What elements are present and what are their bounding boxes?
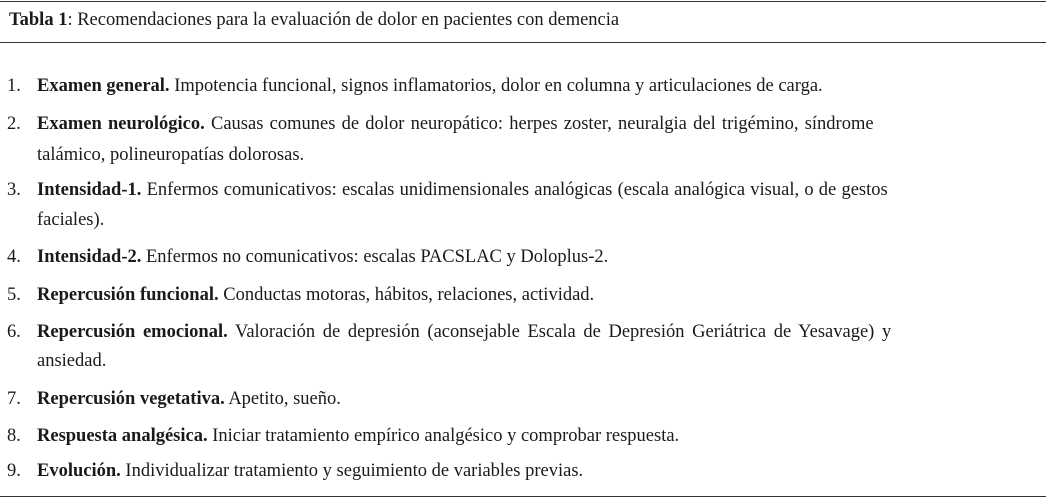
item-number: 5. (7, 285, 21, 305)
item-term: Repercusión emocional. (37, 322, 228, 342)
item-body (37, 176, 1040, 205)
item-number: 7. (7, 389, 21, 409)
item-number: 4. (7, 247, 21, 267)
item-term: Evolución. (37, 461, 121, 481)
item-number: 8. (7, 426, 21, 446)
item-body (37, 385, 1040, 414)
item-continuation: ansiedad. (37, 351, 107, 371)
item-number: 1. (7, 76, 21, 96)
item-continuation: faciales). (37, 210, 105, 230)
item-body (37, 243, 1040, 272)
item-term: Examen neurológico. (37, 114, 205, 134)
item-text: Impotencia funcional, signos inflamatorios, dolor en columna y articulaciones de carga. (169, 76, 823, 96)
item-body (37, 318, 1040, 347)
item-number: 2. (7, 114, 21, 134)
item-continuation: talámico, polineuropatías dolorosas. (37, 145, 305, 165)
item-term: Intensidad-2. (37, 247, 142, 267)
item-term: Repercusión funcional. (37, 285, 219, 305)
item-term: Respuesta analgésica. (37, 426, 208, 446)
caption-text: : Recomendaciones para la evaluación de dolor en pacientes con demencia (67, 10, 620, 30)
item-term: Examen general. (37, 76, 170, 96)
item-body (37, 457, 1040, 486)
item-body (37, 110, 1040, 139)
item-text: Enfermos comunicativos: escalas unidimensionales analógicas (escala analógica visual, o de gestos (141, 180, 888, 200)
table-header-rule (0, 42, 1046, 43)
item-number: 6. (7, 322, 21, 342)
item-term: Repercusión vegetativa. (37, 389, 225, 409)
table-bottom-rule (0, 496, 1046, 497)
item-text: Causas comunes de dolor neuropático: herpes zoster, neuralgia del trigémino, síndrome (204, 114, 874, 134)
caption-label: Tabla 1 (9, 10, 68, 30)
table-caption (9, 9, 619, 31)
item-text: Individualizar tratamiento y seguimiento de variables previas. (120, 461, 584, 481)
item-number: 9. (7, 461, 21, 481)
item-text: Valoración de depresión (aconsejable Escala de Depresión Geriátrica de Yesavage) y (227, 322, 892, 342)
item-body (37, 72, 1040, 101)
table-top-rule (0, 1, 1046, 2)
item-text: Enfermos no comunicativos: escalas PACSLAC y Doloplus-2. (141, 247, 609, 267)
item-number: 3. (7, 180, 21, 200)
item-body (37, 422, 1040, 451)
item-text: Conductas motoras, hábitos, relaciones, actividad. (218, 285, 595, 305)
item-text: Iniciar tratamiento empírico analgésico y comprobar respuesta. (207, 426, 680, 446)
item-term: Intensidad-1. (37, 180, 142, 200)
item-body (37, 281, 1040, 310)
item-text: Apetito, sueño. (224, 389, 341, 409)
